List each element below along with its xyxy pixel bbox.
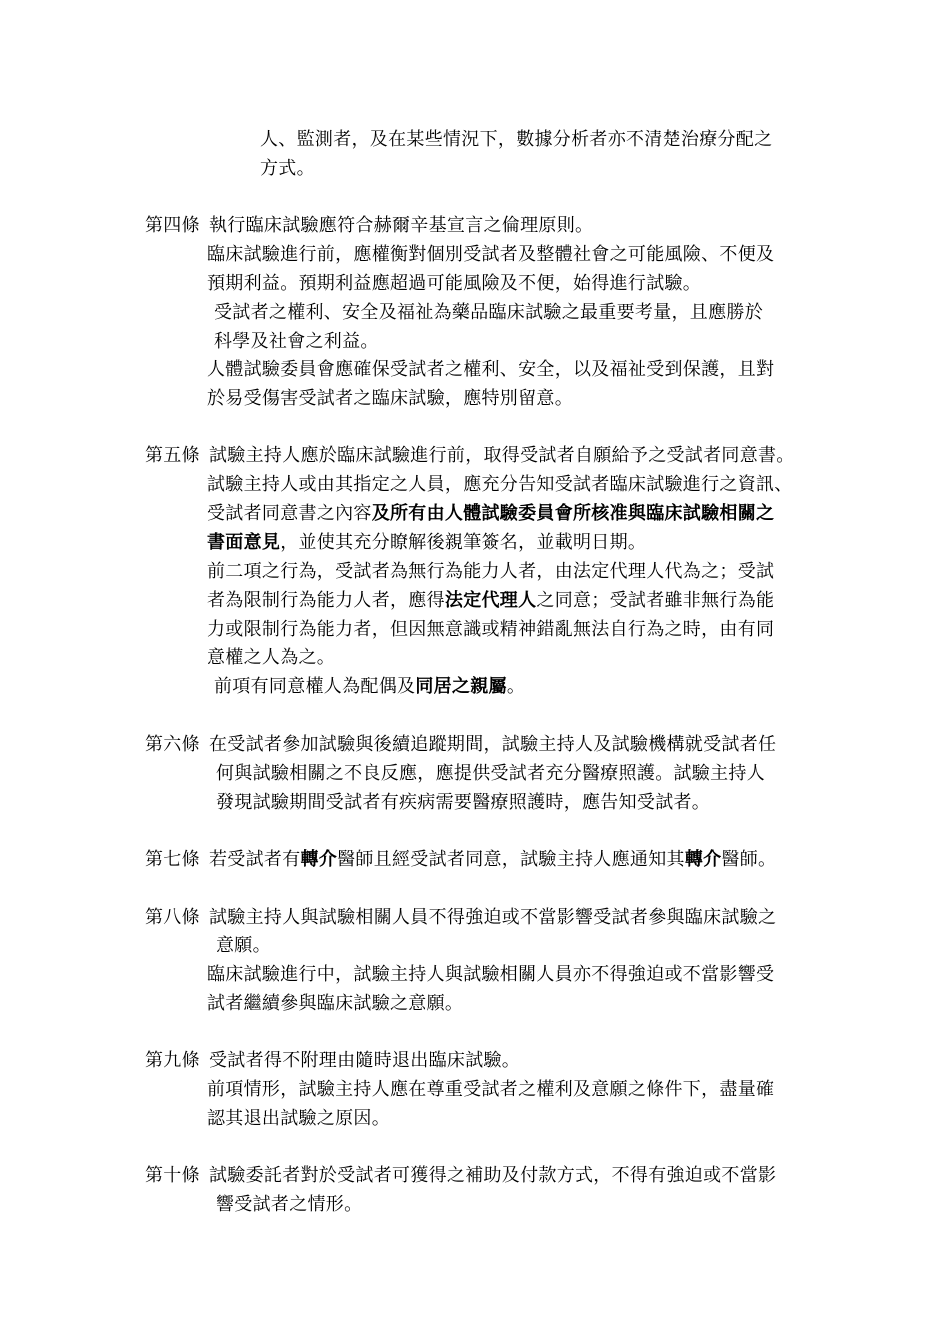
bold-text-run: 轉介 [300,849,338,870]
text-run: 之同意；受試者雖非無行為能 [536,590,775,611]
text-run: 醫師且經受試者同意，試驗主持人應通知其 [337,849,685,870]
article-text-line: 臨床試驗進行中，試驗主持人與試驗相關人員亦不得強迫或不當影響受 [207,964,775,985]
text-run: ，並使其充分瞭解後親筆簽名，並載明日期。 [280,532,647,553]
continuation-line: 方式。 [260,158,315,179]
article-label: 第七條 [145,849,200,870]
bold-text-run: 法定代理人 [444,590,537,611]
article-text-line: 試驗主持人應於臨床試驗進行前，取得受試者自願給予之受試者同意書。 [209,445,795,466]
bold-text-run: 及所有由人體試驗委員會所核准與臨床試驗相關之 [371,503,775,524]
article-text-line: 力或限制行為能力者，但因無意識或精神錯亂無法自行為之時，由有同 [207,619,775,640]
article-label: 第十條 [145,1165,200,1186]
article-text-line: 發現試驗期間受試者有疾病需要醫療照護時，應告知受試者。 [216,792,711,813]
article-text-line: 科學及社會之利益。 [214,331,379,352]
text-run: 若受試者有 [209,849,301,870]
article-text-line: 認其退出試驗之原因。 [207,1108,390,1129]
article-text-line: 何與試驗相關之不良反應，應提供受試者充分醫療照護。試驗主持人 [216,763,765,784]
text-run: 受試者同意書之內容 [207,503,372,524]
article-label: 第五條 [145,445,200,466]
article-text-line: 受試者之權利、安全及福祉為藥品臨床試驗之最重要考量，且應勝於 [214,302,763,323]
text-run: 者為限制行為能力人者，應得 [207,590,445,611]
article-text-line: 受試者得不附理由隨時退出臨床試驗。 [209,1050,521,1071]
article-label: 第六條 [145,734,200,755]
article-text-line: 試者繼續參與臨床試驗之意願。 [207,993,464,1014]
article-text-line: 臨床試驗進行前，應權衡對個別受試者及整體社會之可能風險、不便及 [207,244,775,265]
article-text-line: 執行臨床試驗應符合赫爾辛基宣言之倫理原則。 [209,215,594,236]
article-label: 第八條 [145,907,200,928]
article-text-line: 響受試者之情形。 [216,1194,363,1215]
article-text-line: 試驗主持人或由其指定之人員，應充分告知受試者臨床試驗進行之資訊、 [207,474,793,495]
article-label: 第四條 [145,215,200,236]
article-text-line [214,675,525,699]
text-run: 前項有同意權人為配偶及 [214,676,416,697]
article-text-line: 預期利益。預期利益應超過可能風險及不便，始得進行試驗。 [207,273,702,294]
article-text-line: 試驗主持人與試驗相關人員不得強迫或不當影響受試者參與臨床試驗之 [209,907,777,928]
bold-text-run: 同居之親屬 [415,676,507,697]
article-text-line: 試驗委託者對於受試者可獲得之補助及付款方式，不得有強迫或不當影 [209,1165,777,1186]
article-text-line [209,848,776,872]
bold-text-run: 書面意見 [207,532,281,553]
article-text-line [207,531,646,555]
continuation-line: 人、監測者，及在某些情況下，數據分析者亦不清楚治療分配之 [260,129,773,150]
bold-text-run: 轉介 [684,849,722,870]
text-run: 醫師。 [721,849,777,870]
article-text-line: 意權之人為之。 [207,647,336,668]
article-text-line: 前二項之行為，受試者為無行為能力人者，由法定代理人代為之；受試 [207,561,775,582]
article-text-line: 人體試驗委員會應確保受試者之權利、安全，以及福祉受到保護，且對 [207,359,775,380]
article-text-line: 前項情形，試驗主持人應在尊重受試者之權利及意願之條件下，盡量確 [207,1079,775,1100]
article-text-line: 在受試者參加試驗與後續追蹤期間，試驗主持人及試驗機構就受試者任 [209,734,777,755]
article-text-line: 於易受傷害受試者之臨床試驗，應特別留意。 [207,388,573,409]
text-run: 。 [506,676,526,697]
article-text-line [207,502,774,526]
article-text-line: 意願。 [216,935,271,956]
article-label: 第九條 [145,1050,200,1071]
article-text-line [207,589,774,613]
